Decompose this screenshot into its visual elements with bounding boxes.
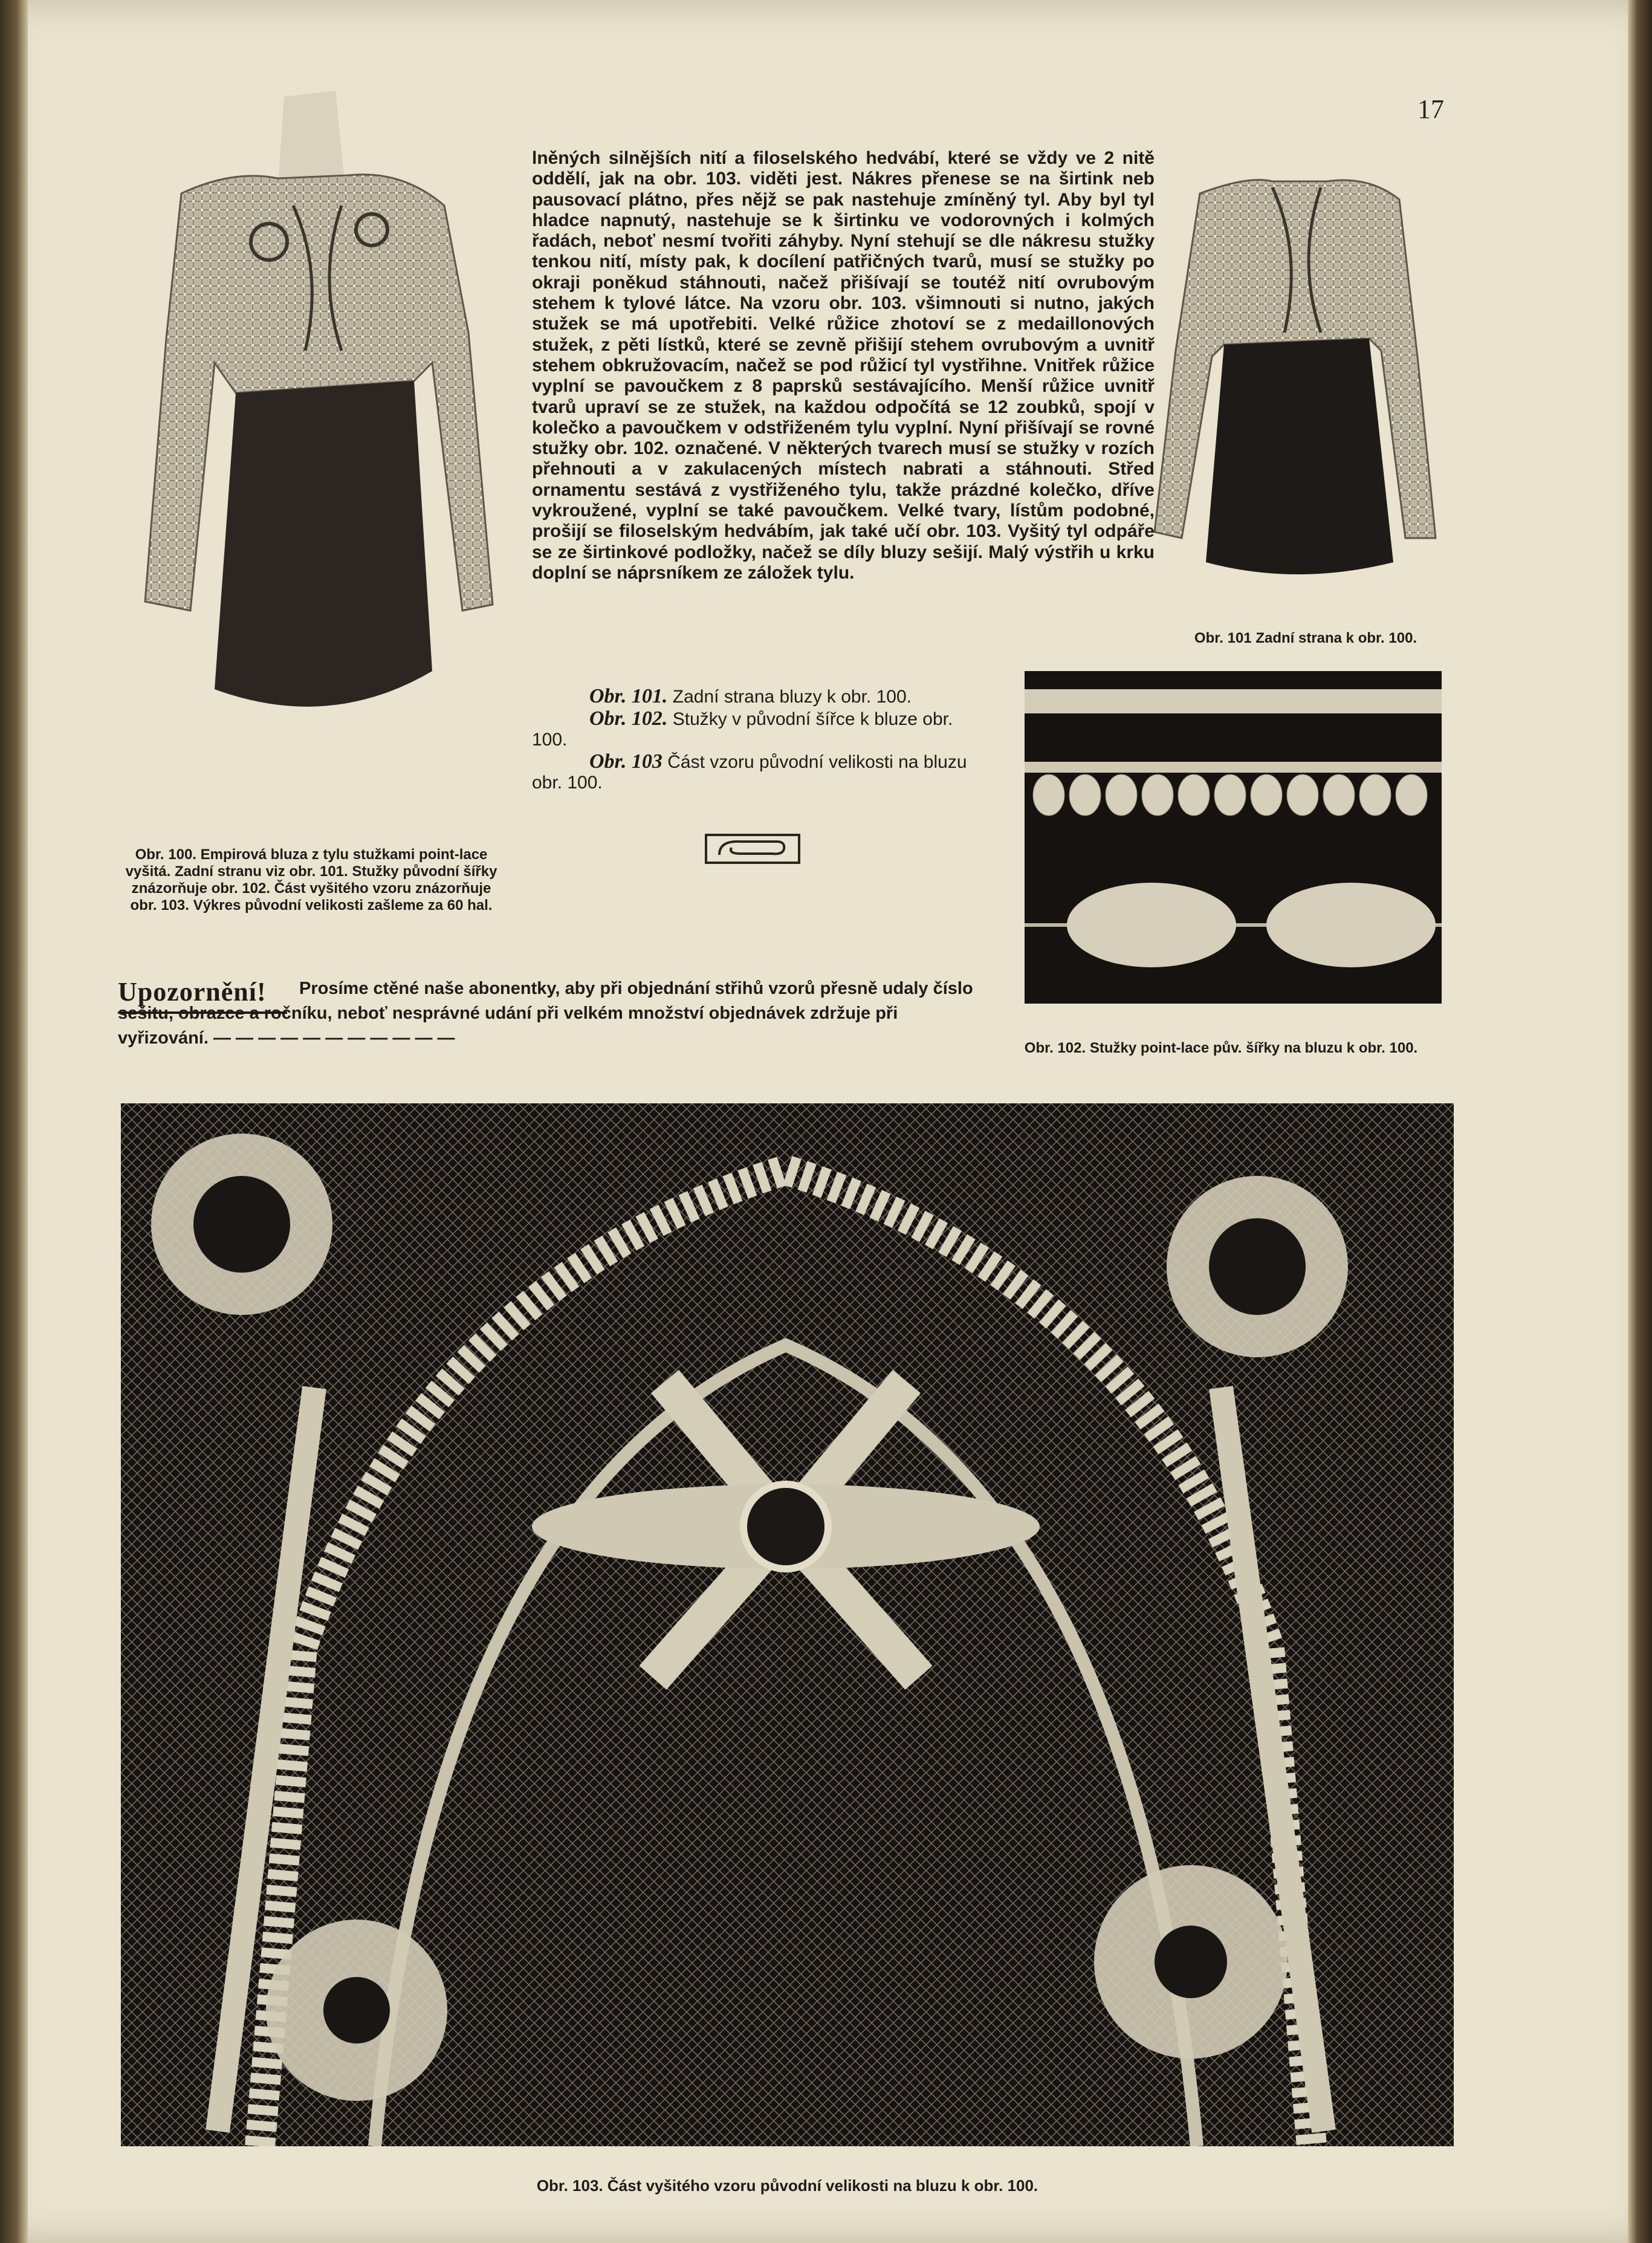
figure-103-caption: Obr. 103. Část vyšitého vzoru původní velikosti na bluzu k obr. 100.	[536, 2176, 1038, 2195]
notice-heading: Upozornění!	[118, 977, 267, 1007]
page-edge-right	[1628, 0, 1652, 2243]
figure-100-caption: Obr. 100. Empirová bluza z tylu stužkami point-lace vyšitá. Zadní stranu viz obr. 101. Stužky původní šířky znázorňuje obr. 102. Část vyšitého vzoru znázorňuje obr. 103. Výkres původní velikosti zašleme za 60 hal.	[125, 846, 497, 914]
figure-reference-101	[532, 686, 979, 707]
figure-reference-label: Obr. 103	[589, 750, 662, 773]
figure-reference-label: Obr. 102.	[589, 707, 668, 730]
figure-reference-list	[532, 686, 979, 794]
figure-reference-text: Stužky v původní šířce k bluze obr. 100.	[532, 709, 953, 750]
article-body: lněných silnějších nití a filoselského hedvábí, které se vždy ve 2 nitě oddělí, jak na obr. 103. viděti jest. Nákres přenese se na širtink neb pausovací plátno, přes nějž se pak nastehuje zmíněný tyl. Aby byl tyl hladce napnutý, nastehuje se k širtinku ve vodorovných i kolmých řadách, neboť nesmí tvořiti záhyby. Nyní stehují se dle nákresu stužky tenkou nití, místy pak, k docílení patřičných tvarů, musí se stužky po okraji poněkud stáhnouti, načež přišívají se toutéž nití ovrubovým stehem k tylové látce. Na vzoru obr. 103. všimnouti si nutno, jakých stužek se má upotřebiti. Velké růžice zhotoví se z medaillonových stužek, z pěti lístků, které se zevně přišijí stehem ovrubovým a uvnitř stehem obkružovacím, načež se pod růžicí tyl vystřihne. Vnitřek růžice vyplní se pavoučkem z 8 paprsků sestávajícího. Menší růžice uvnitř tvarů upraví se ze stužek, na každou odpočítá se 12 zoubků, spojí v kolečko a pavoučkem v odstřiženém tylu vyplní. Nyní přišívají se rovné stužky obr. 102. označené. V některých tvarech musí se stužky v rozích přehnouti a v zakulacených místech nabrati a stáhnouti. Střed ornamentu sestává z vystřiženého tylu, takže prázdné kolečko, dříve vykroužené, vyplní se také pavoučkem. Velké tvary, lístům podobné, prošijí se filoselským hedvábím, jak také učí obr. 103. Vyšitý tyl odpáře se ze širtinkové podložky, načež se díly bluzy sešijí. Malý výstřih u krku doplní se náprsníkem ze záložek tylu.	[532, 148, 1155, 583]
section-end-ornament	[704, 833, 801, 865]
figure-101-caption: Obr. 101 Zadní strana k obr. 100.	[1194, 630, 1417, 646]
figure-reference-label: Obr. 101.	[589, 685, 668, 707]
figure-102-caption: Obr. 102. Stužky point-lace pův. šířky na bluzu k obr. 100.	[1024, 1040, 1418, 1056]
notice-text: Prosíme ctěné naše abonentky, aby při objednání střihů vzorů přesně udaly číslo sešitu, obrazce a ročníku, neboť nesprávné udání při velkém množství objednávek zdržuje při vyřizování. — — — — — — — — — — —	[118, 979, 973, 1048]
blouse-back-illustration	[1152, 139, 1442, 605]
figure-reference-text: Část vzoru původní velikosti na bluzu obr. 100.	[532, 752, 967, 793]
ribbons-illustration	[1025, 671, 1442, 1004]
figure-reference-102	[532, 709, 979, 750]
page-number: 17	[1417, 94, 1444, 124]
page-edge-left	[0, 0, 28, 2243]
lace-pattern-illustration	[121, 1103, 1454, 2146]
blouse-front-illustration	[130, 79, 517, 780]
figure-reference-103	[532, 751, 979, 793]
figure-reference-text: Zadní strana bluzy k obr. 100.	[672, 687, 912, 707]
